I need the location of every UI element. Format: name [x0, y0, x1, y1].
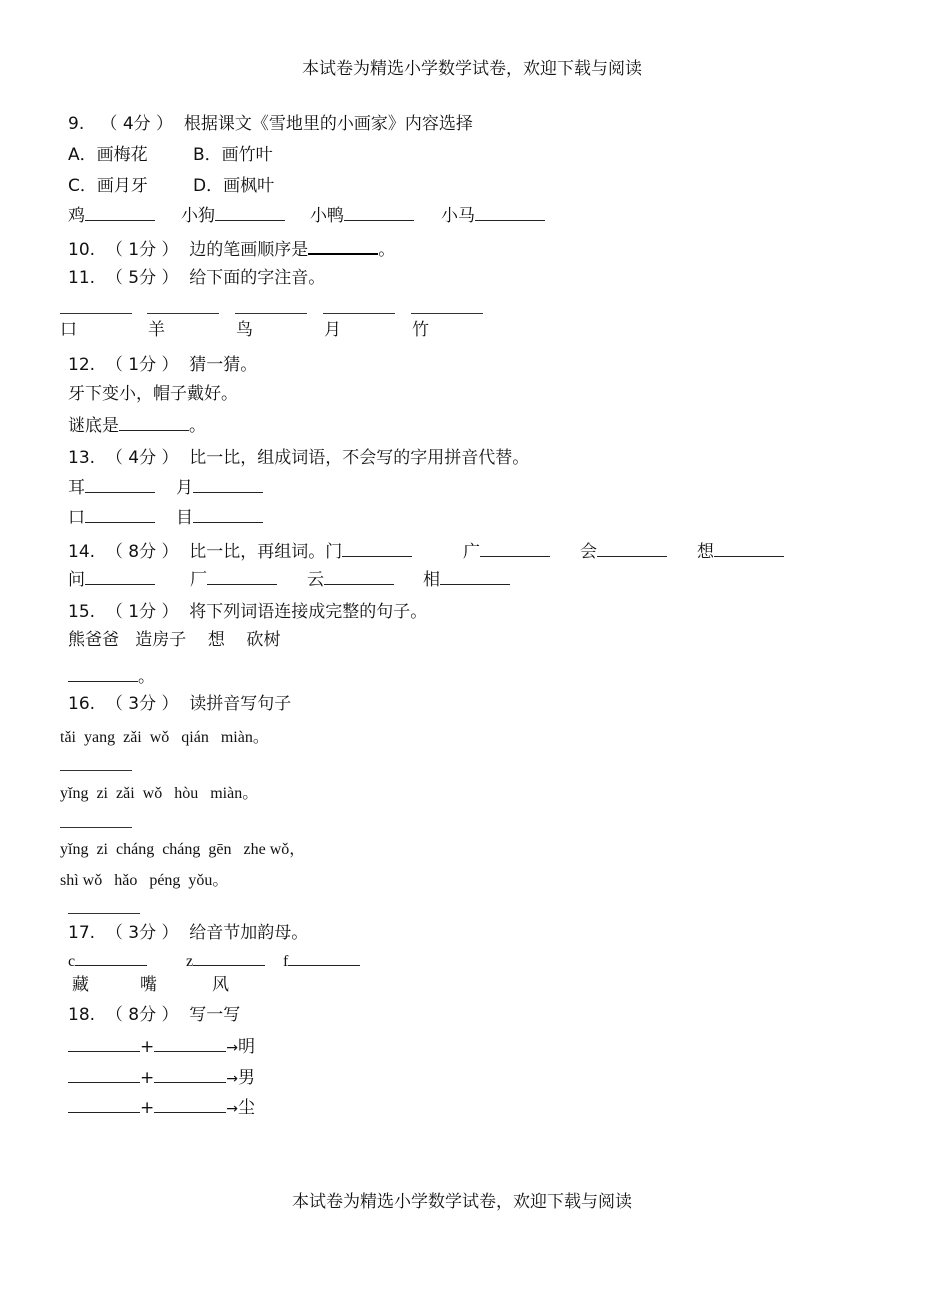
q11-heading: 11. （ 5分 ） 给下面的字注音。: [68, 268, 326, 288]
q14-row1-item-3: 会: [580, 542, 667, 561]
answer-blank[interactable]: [215, 206, 285, 221]
q18-row-3: + →尘: [68, 1098, 255, 1117]
answer-blank[interactable]: [288, 951, 360, 966]
q14-heading: 14. （ 8分 ） 比一比，再组词。门: [68, 542, 412, 561]
answer-blank[interactable]: [207, 570, 277, 585]
q17-char-1: 藏: [72, 975, 89, 995]
answer-blank[interactable]: [60, 827, 132, 828]
q13-item-2: 月: [176, 478, 263, 497]
answer-blank[interactable]: [714, 542, 784, 557]
answer-blank[interactable]: [193, 508, 263, 523]
pinyin-blank[interactable]: [235, 313, 307, 314]
q16-pinyin-2: yǐng zi zǎi wǒ hòu miàn。: [60, 785, 259, 802]
answer-blank[interactable]: [193, 478, 263, 493]
q9-heading: 9. （ 4分 ） 根据课文《雪地里的小画家》内容选择: [68, 114, 473, 134]
answer-blank[interactable]: [308, 239, 378, 255]
answer-blank[interactable]: [85, 206, 155, 221]
q9-item-2: 小狗: [181, 206, 285, 225]
pinyin-blank[interactable]: [60, 313, 132, 314]
answer-blank[interactable]: [85, 508, 155, 523]
pinyin-blank[interactable]: [411, 313, 483, 314]
answer-blank[interactable]: [68, 913, 140, 914]
answer-blank[interactable]: [597, 542, 667, 557]
answer-blank[interactable]: [342, 542, 412, 557]
q14-row2-item-3: 云: [307, 570, 394, 589]
arrow-icon: →: [226, 1071, 238, 1087]
q15-heading: 15. （ 1分 ） 将下列词语连接成完整的句子。: [68, 602, 428, 622]
q9-option-c: C．画月牙: [68, 176, 148, 196]
q14-row2-item-1: 问: [68, 570, 155, 589]
q11-char-4: 月: [324, 320, 341, 340]
q15-words: 熊爸爸 造房子 想 砍树: [68, 630, 281, 650]
q12-answer: 谜底是 。: [68, 416, 206, 436]
q11-char-1: 口: [60, 320, 77, 340]
answer-blank[interactable]: [68, 1037, 140, 1052]
answer-blank[interactable]: [193, 951, 265, 966]
answer-blank[interactable]: [344, 206, 414, 221]
q13-item-3: 口: [68, 508, 155, 527]
q11-char-2: 羊: [148, 320, 165, 340]
arrow-icon: →: [226, 1040, 238, 1056]
q12-heading: 12. （ 1分 ） 猜一猜。: [68, 355, 258, 375]
page-footer: 本试卷为精选小学数学试卷，欢迎下载与阅读: [292, 1192, 632, 1212]
answer-blank[interactable]: [68, 1098, 140, 1113]
q17-item-2: z: [186, 951, 265, 970]
pinyin-blank[interactable]: [323, 313, 395, 314]
q17-char-3: 风: [212, 975, 229, 995]
answer-blank[interactable]: [154, 1037, 226, 1052]
answer-blank[interactable]: [154, 1098, 226, 1113]
q12-riddle: 牙下变小，帽子戴好。: [68, 384, 238, 404]
answer-blank[interactable]: [60, 770, 132, 771]
answer-blank[interactable]: [68, 1068, 140, 1083]
q17-heading: 17. （ 3分 ） 给音节加韵母。: [68, 923, 309, 943]
q17-char-2: 嘴: [140, 975, 157, 995]
answer-blank[interactable]: [68, 667, 138, 682]
answer-blank[interactable]: [85, 478, 155, 493]
answer-blank[interactable]: [119, 416, 189, 431]
answer-blank[interactable]: [475, 206, 545, 221]
pinyin-blank[interactable]: [147, 313, 219, 314]
q9-item-3: 小鸭: [310, 206, 414, 225]
q16-heading: 16. （ 3分 ） 读拼音写句子: [68, 694, 292, 714]
q9-item-1: 鸡: [68, 206, 155, 225]
q14-row1-item-2: 广: [463, 542, 550, 561]
q17-item-1: c: [68, 951, 147, 970]
q18-heading: 18. （ 8分 ） 写一写: [68, 1005, 241, 1025]
q13-item-4: 目: [176, 508, 263, 527]
q14-row1-item-4: 想: [697, 542, 784, 561]
answer-blank[interactable]: [324, 570, 394, 585]
q18-row-2: + →男: [68, 1068, 255, 1087]
q14-row2-item-2: 厂: [190, 570, 277, 589]
q10-heading: 10. （ 1分 ） 边的笔画顺序是 。: [68, 240, 396, 260]
q13-heading: 13. （ 4分 ） 比一比，组成词语，不会写的字用拼音代替。: [68, 448, 530, 468]
q16-pinyin-3: yǐng zi cháng cháng gēn zhe wǒ，: [60, 841, 306, 858]
answer-blank[interactable]: [154, 1068, 226, 1083]
answer-blank[interactable]: [440, 570, 510, 585]
q9-option-d: D．画枫叶: [193, 176, 275, 196]
q16-pinyin-1: tǎi yang zǎi wǒ qián miàn。: [60, 729, 269, 746]
page-header: 本试卷为精选小学数学试卷，欢迎下载与阅读: [302, 59, 642, 79]
q14-row2-item-4: 相: [423, 570, 510, 589]
q11-char-3: 鸟: [236, 320, 253, 340]
q9-option-b: B．画竹叶: [193, 145, 273, 165]
arrow-icon: →: [226, 1101, 238, 1117]
q9-option-a: A．画梅花: [68, 145, 148, 165]
q15-answer: 。: [68, 667, 155, 686]
q17-item-3: f: [283, 951, 360, 970]
q9-item-4: 小马: [441, 206, 545, 225]
answer-blank[interactable]: [85, 570, 155, 585]
answer-blank[interactable]: [75, 951, 147, 966]
answer-blank[interactable]: [480, 542, 550, 557]
q18-row-1: + →明: [68, 1037, 255, 1056]
q11-char-5: 竹: [412, 320, 429, 340]
q16-pinyin-4: shì wǒ hǎo péng yǒu。: [60, 872, 229, 889]
q13-item-1: 耳: [68, 478, 155, 497]
